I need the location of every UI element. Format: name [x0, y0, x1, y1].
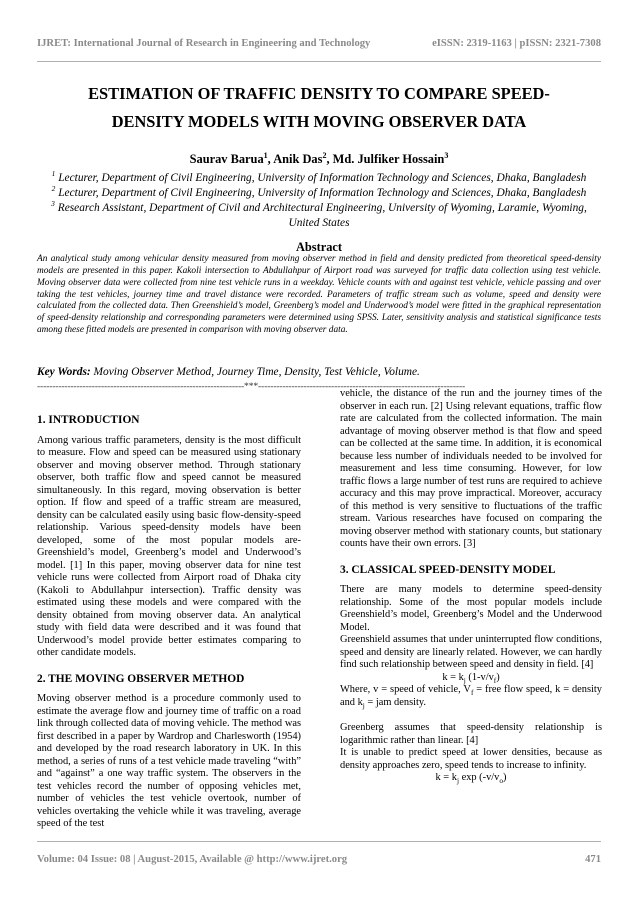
equation-greenberg: $k = k_j$ $\exp (-v/v_o)$ [435, 772, 507, 786]
volume-info: Volume: 04 Issue: 08 | August-2015, Available @ http://www.ijret.org [37, 854, 348, 865]
moving-observer-continued: vehicle, the distance of the run and the journey times of the observer in each run. [2] Using relevant equations, traffic flow rate are calculated from the collected information. The main advantage of moving observer method is that flow and speed can be collected at the same time. In addition, it is economical because less number of individuals needed to be involved for measurement and less time consuming. However, for low traffic flows a large number of test runs are required to achieve accuracy and this may prove impractical. Moreover, accuracy of this method is very sensitive to fluctuations of the traffic stream. Various researches have focused on comparing the moving observer method with stationary counts, but stationary counts have their own errors. [3] [340, 388, 602, 549]
abstract-heading: Abstract [295, 240, 343, 254]
speed-density-para-1: There are many models to determine speed-density relationship. Some of the most popular models include Greenshield’s model, Greenberg’s Model and the Underwood Model. [340, 584, 602, 633]
right-column [340, 388, 602, 785]
header-rule [37, 61, 601, 62]
title-line-2: DENSITY MODELS WITH MOVING OBSERVER DATA [111, 112, 527, 131]
affiliation: $^2$ Lecturer, Department of Civil Engineering, University of Information Technology and Sciences, Dhaka, Bangladesh [51, 184, 587, 199]
affiliations [36, 171, 602, 231]
title-line-1: ESTIMATION OF TRAFFIC DENSITY TO COMPARE SPEED- [88, 84, 550, 103]
affiliation: $^1$ Lecturer, Department of Civil Engineering, University of Information Technology and Sciences, Dhaka, Bangladesh [51, 169, 587, 184]
introduction-text: Among various traffic parameters, density is the most difficult to measure. Flow and speed can be measured using stationary observer and moving observer method. Through stationary observer, both traffic flow and speed cannot be measured simultaneously. In this regard, moving observation is better option. If flow and speed of a traffic stream are measured, density can be calculated easily using basic flow-density-speed relationship. Various speed-density models have been developed, some of the most popular models are- Greenshield’s model, Greenberg’s model and Underwood’s model. [1] In this paper, moving observer data for nine test vehicle runs were collected from Airport road of Dhaka city (Kakoli to Abdullahpur intersection). Traffic density was estimated using these models and were compared with the density obtained from moving observer data. An analytical study with field data were described and it was found that Underwood’s model provide better estimates comparing to other candidate models. [37, 434, 301, 658]
speed-density-para-2: Greenshield assumes that under uninterrupted flow conditions, speed and density are linearly related. However, we can hardly find such relationship between speed and density in field. [4] [340, 634, 602, 670]
section-heading-introduction: 1. INTRODUCTION [37, 414, 140, 426]
left-column [37, 414, 301, 831]
page-number: 471 [585, 854, 601, 865]
keywords-label: Key Words: [37, 366, 91, 378]
equation-greenshield: $k = k_j$ $(1-v/v_f)$ [442, 671, 500, 685]
author: Saurav Barua$^1$, [189, 150, 274, 166]
speed-density-para-4: It is unable to predict speed at lower densities, because as density approaches zero, speed tends to increase to infinity. [340, 747, 602, 771]
section-heading-speed-density: 3. CLASSICAL SPEED-DENSITY MODEL [340, 563, 556, 576]
keywords [37, 366, 601, 378]
equation-where-text: Where, v = speed of vehicle, $V_f$ = free flow speed, k = density and $k_j$ = jam density. [340, 684, 602, 710]
journal-name: IJRET: International Journal of Research in Engineering and Technology [37, 38, 371, 49]
speed-density-para-3: Greenberg assumes that speed-density relationship is logarithmic rather than linear. [4] [340, 722, 602, 746]
author: Anik Das$^2$, [273, 150, 333, 166]
author: Md. Julfiker Hossain$^3$ [332, 150, 449, 166]
keywords-text: Moving Observer Method, Journey Time, Density, Test Vehicle, Volume. [93, 366, 420, 378]
moving-observer-text: Moving observer method is a procedure commonly used to estimate the average flow and journey time of traffic on a road link through collected data of moving vehicle. The method was first described in a paper by Wardrop and Charlesworth (1954) and developed by the road research laboratory in UK. In this method, a series of runs of a test vehicle made traveling “with” and “against” a one way traffic system. The observers in the test vehicles record the number of opposing vehicles met, number of vehicles the test vehicle overtook, number of vehicles overtaking the vehicle while it was traveling, average speed of the test [37, 693, 301, 829]
footer-rule [37, 841, 601, 842]
paper-title [40, 80, 598, 136]
section-heading-moving-observer: 2. THE MOVING OBSERVER METHOD [37, 672, 245, 685]
author-list [40, 152, 598, 167]
issn: eISSN: 2319-1163 | pISSN: 2321-7308 [432, 38, 601, 49]
running-header [37, 38, 601, 52]
affiliation: $^3$ Research Assistant, Department of Civil and Architectural Engineering, University of Wyoming, Laramie, Wyoming, United States [51, 199, 587, 229]
section-separator: --------------------------------------------------------------------***-------------------------------------------------------------------- [37, 381, 466, 392]
abstract-text: An analytical study among vehicular density measured from moving observer method in field and density predicted from theoretical speed-density models are presented in this paper. Kakoli intersection to Abdullahpur of Airport road was surveyed for traffic data collection using test vehicle. Moving observer data were collected from nine test vehicle runs in a weekday. Vehicle counts with and against test vehicle, vehicle passing and over taking the test vehicles, journey time and travel distance were recorded. Parameters of traffic stream such as volume, speed and density were calculated from the collected data. Then Greenshield’s model, Greenberg’s model and Underwood’s model were fitted in the graphical representation of speed-density relationship and corresponding parameters were determined using SPSS. Later, sensitivity analysis and statistical significance tests among these fitted models are presented in comparison with moving observer data. [37, 254, 601, 336]
